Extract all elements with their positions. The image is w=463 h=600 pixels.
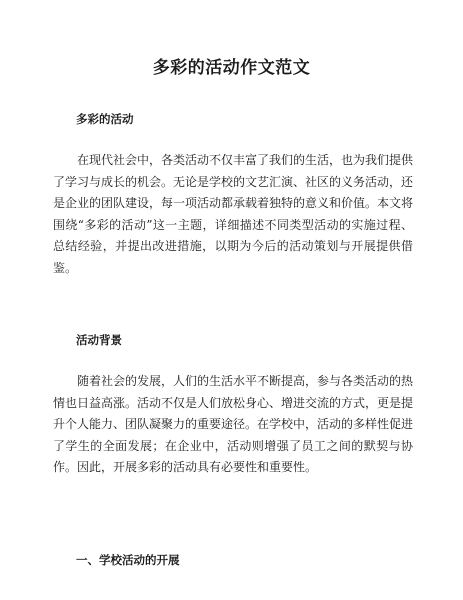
section-heading-colorful-activities: 多彩的活动 <box>76 112 134 126</box>
intro-paragraph: 在现代社会中，各类活动不仅丰富了我们的生活，也为我们提供了学习与成长的机会。无论是学校的文艺汇演、社区的义务活动，还是企业的团队建设，每一项活动都承载着独特的意义和价值。本文将围绕“多彩的活动”这一主题，详细描述不同类型活动的实施过程、总结经验，并提出改进措施，以期为今后的活动策划与开展提供借鉴。 <box>53 153 414 275</box>
section-heading-background: 活动背景 <box>76 333 122 347</box>
document-title: 多彩的活动作文范文 <box>152 58 311 78</box>
section-heading-school-activities: 一、学校活动的开展 <box>76 553 180 567</box>
background-paragraph: 随着社会的发展，人们的生活水平不断提高，参与各类活动的热情也日益高涨。活动不仅是人们放松身心、增进交流的方式，更是提升个人能力、团队凝聚力的重要途径。在学校中，活动的多样性促进了学生的全面发展；在企业中，活动则增强了员工之间的默契与协作。因此，开展多彩的活动具有必要性和重要性。 <box>53 374 414 474</box>
